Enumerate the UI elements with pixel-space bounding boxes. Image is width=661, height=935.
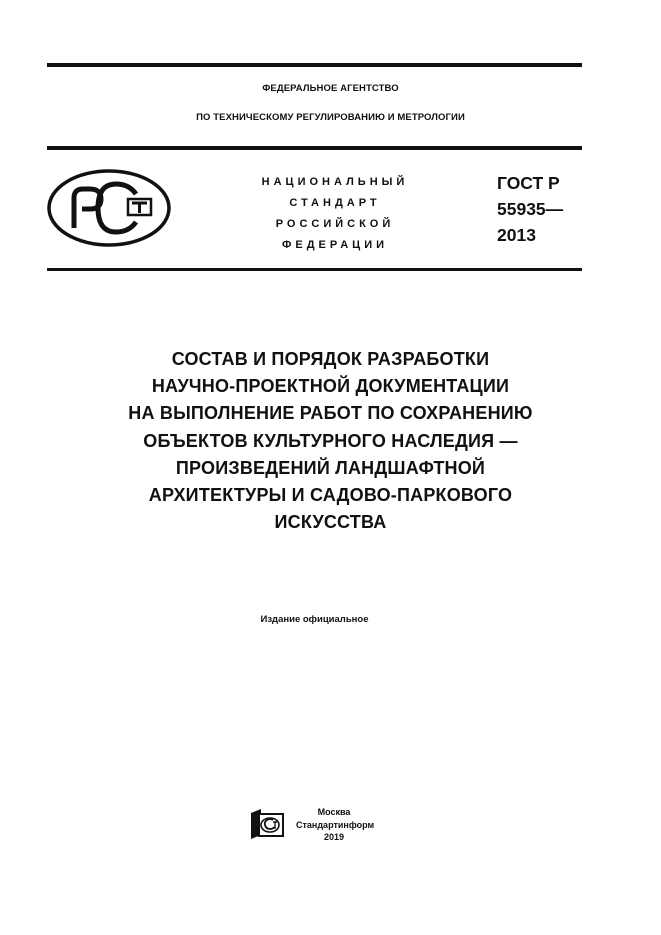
title-line: АРХИТЕКТУРЫ И САДОВО-ПАРКОВОГО bbox=[148, 485, 513, 506]
header-bottom-rule bbox=[47, 268, 582, 271]
header-rule bbox=[47, 146, 582, 150]
edition-label: Издание официальное bbox=[260, 614, 369, 625]
title-line: НАУЧНО-ПРОЕКТНОЙ ДОКУМЕНТАЦИИ bbox=[151, 376, 510, 397]
national-line: НАЦИОНАЛЬНЫЙ bbox=[261, 176, 409, 188]
imprint-publisher: Стандартинформ bbox=[296, 819, 375, 830]
title-line: ОБЪЕКТОВ КУЛЬТУРНОГО НАСЛЕДИЯ — bbox=[143, 430, 518, 451]
national-line: ФЕДЕРАЦИИ bbox=[281, 239, 389, 251]
standard-code bbox=[497, 170, 563, 248]
title-line: НА ВЫПОЛНЕНИЕ РАБОТ ПО СОХРАНЕНИЮ bbox=[128, 403, 533, 424]
agency-name-line2: ПО ТЕХНИЧЕСКОМУ РЕГУЛИРОВАНИЮ И МЕТРОЛОГИИ bbox=[196, 112, 465, 123]
standard-code-line: 55935— bbox=[497, 199, 564, 219]
title-line: ПРОИЗВЕДЕНИЙ ЛАНДШАФТНОЙ bbox=[175, 457, 486, 478]
agency-name-line1: ФЕДЕРАЛЬНОЕ АГЕНТСТВО bbox=[262, 83, 399, 94]
imprint-city: Москва bbox=[317, 807, 351, 817]
title-line: СОСТАВ И ПОРЯДОК РАЗРАБОТКИ bbox=[171, 349, 490, 369]
national-line: РОССИЙСКОЙ bbox=[275, 218, 395, 230]
publisher-imprint bbox=[296, 806, 375, 844]
national-line: СТАНДАРТ bbox=[289, 197, 381, 209]
standartinform-logo-icon bbox=[249, 808, 285, 840]
document-title bbox=[40, 346, 621, 536]
standard-code-line: ГОСТ Р bbox=[497, 173, 560, 193]
title-line: ИСКУССТВА bbox=[274, 512, 387, 533]
top-rule bbox=[47, 63, 582, 67]
national-standard-label bbox=[240, 172, 430, 256]
standard-code-line: 2013 bbox=[497, 225, 536, 245]
rst-conformity-mark-icon bbox=[46, 168, 172, 248]
imprint-year: 2019 bbox=[323, 832, 345, 842]
